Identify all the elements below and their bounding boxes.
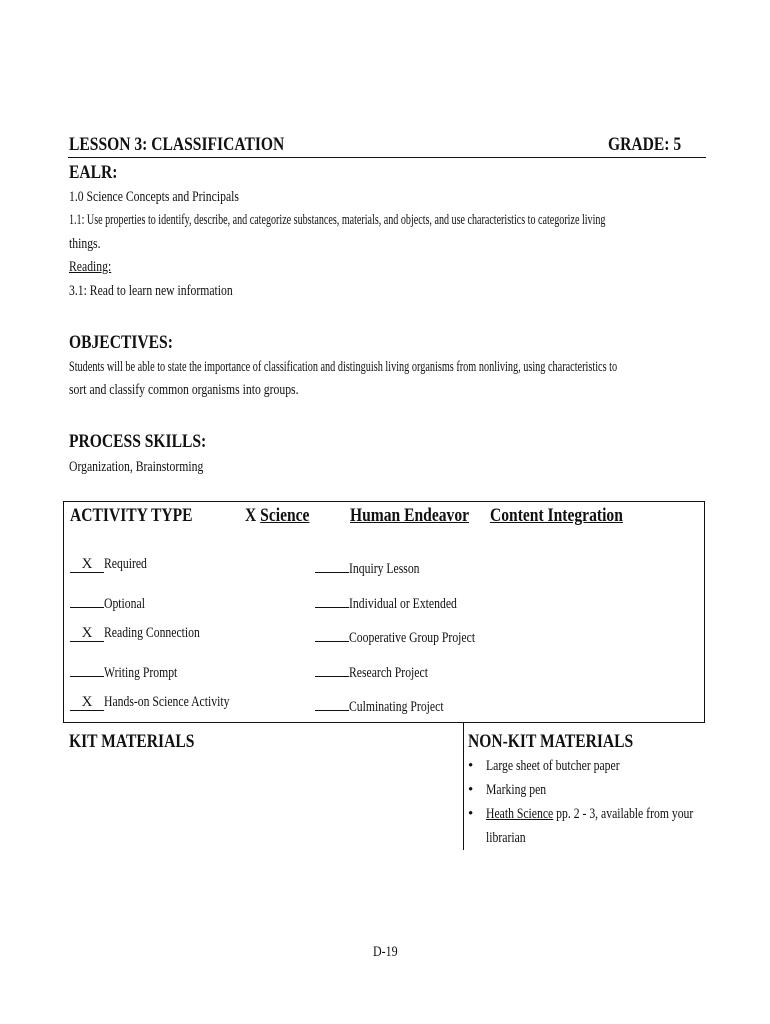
- list-item: • Heath Science pp. 2 - 3, available from your: [468, 806, 694, 822]
- bullet-icon: •: [468, 758, 474, 774]
- checklist-item: X Required: [70, 556, 159, 573]
- kit-materials-heading: KIT MATERIALS: [69, 731, 195, 752]
- ealr-line-3: things.: [69, 236, 101, 252]
- checklist-item: Inquiry Lesson: [315, 556, 439, 578]
- grade-label: GRADE: 5: [608, 134, 682, 155]
- activity-type-heading: ACTIVITY TYPE: [70, 505, 193, 526]
- checklist-item: Writing Prompt: [70, 660, 198, 682]
- checklist-item: Research Project: [315, 660, 450, 682]
- heath-science-title: Heath Science: [486, 806, 554, 822]
- list-item: • Marking pen: [468, 782, 547, 798]
- ealr-line-4: 3.1: Read to learn new information: [69, 283, 233, 299]
- checkbox-blank: X: [70, 556, 104, 573]
- ealr-line-1: 1.0 Science Concepts and Principals: [69, 189, 239, 205]
- list-item-continuation: librarian: [486, 830, 526, 846]
- checklist-item: Optional: [70, 591, 157, 613]
- checklist-item: Cooperative Group Project: [315, 625, 511, 647]
- objectives-heading: OBJECTIVES:: [69, 332, 173, 353]
- reading-label: Reading:: [69, 259, 112, 275]
- checkbox-blank: [315, 660, 349, 677]
- human-endeavor-option: Human Endeavor: [350, 505, 470, 526]
- non-kit-materials-heading: NON-KIT MATERIALS: [468, 731, 634, 752]
- content-integration-option: Content Integration: [490, 505, 623, 526]
- objectives-line-1: Students will be able to state the importance of classification and distinguish living organisms from nonliving, using characteristics to: [69, 359, 618, 375]
- checkbox-blank: X: [70, 625, 104, 642]
- ealr-heading: EALR:: [69, 162, 118, 183]
- checklist-item: X Hands-on Science Activity: [70, 694, 265, 711]
- checklist-item: Individual or Extended: [315, 591, 487, 613]
- header-rule: [68, 157, 706, 158]
- bullet-icon: •: [468, 806, 474, 822]
- checkbox-blank: [315, 694, 349, 711]
- materials-divider: [463, 723, 464, 850]
- checkbox-blank: X: [70, 694, 104, 711]
- lesson-title: LESSON 3: CLASSIFICATION: [69, 134, 285, 155]
- process-skills-heading: PROCESS SKILLS:: [69, 431, 207, 452]
- checkbox-blank: [315, 591, 349, 608]
- ealr-line-2: 1.1: Use properties to identify, describe, and categorize substances, materials, and objects, and use characteristics to categorize living: [69, 212, 606, 228]
- process-skills-text: Organization, Brainstorming: [69, 459, 204, 475]
- checkbox-blank: [70, 660, 104, 677]
- checklist-item: X Reading Connection: [70, 625, 227, 642]
- page-number: D-19: [373, 944, 398, 960]
- checkbox-blank: [315, 556, 349, 573]
- objectives-line-2: sort and classify common organisms into groups.: [69, 382, 299, 398]
- science-option: X Science: [245, 505, 310, 526]
- checkbox-blank: [315, 625, 349, 642]
- bullet-icon: •: [468, 782, 474, 798]
- checklist-item: Culminating Project: [315, 694, 470, 716]
- list-item: • Large sheet of butcher paper: [468, 758, 620, 774]
- checkbox-blank: [70, 591, 104, 608]
